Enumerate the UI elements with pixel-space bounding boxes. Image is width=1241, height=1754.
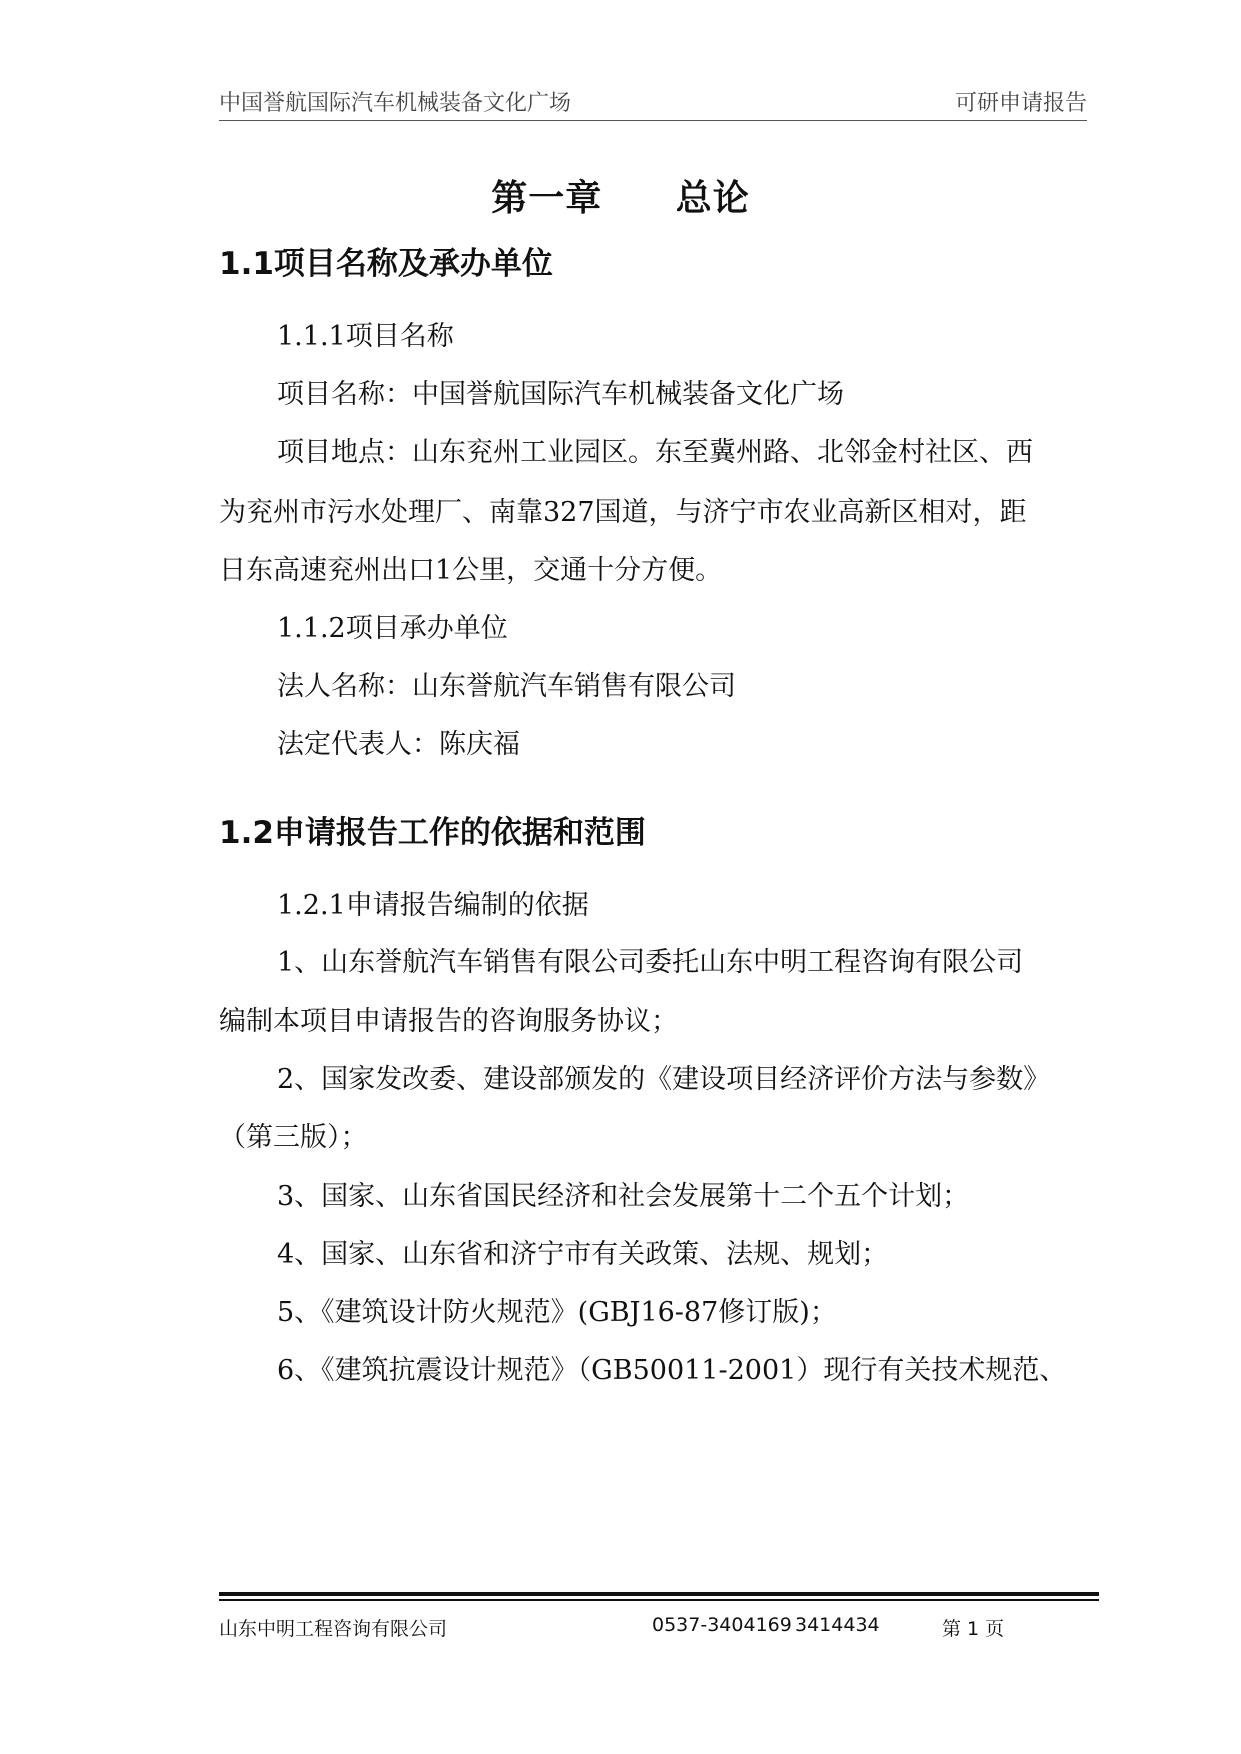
project-location-line-3: 日东高速兖州出口1公里，交通十分方便。 (219, 555, 723, 586)
project-location-line-1: 项目地点：山东兖州工业园区。东至冀州路、北邻金村社区、西 (277, 437, 1033, 468)
footer-phone-2: 3414434 (795, 1614, 880, 1636)
project-name-line: 项目名称：中国誉航国际汽车机械装备文化广场 (277, 379, 844, 410)
subsection-heading-1-1-1: 1.1.1项目名称 (277, 321, 454, 352)
subsection-heading-1-2-1: 1.2.1申请报告编制的依据 (277, 890, 589, 921)
footer-page-number: 第 1 页 (942, 1618, 1005, 1640)
subsection-heading-1-1-2: 1.1.2项目承办单位 (277, 613, 508, 644)
footer-company: 山东中明工程咨询有限公司 (219, 1618, 448, 1640)
chapter-title: 第一章 总论 (491, 178, 750, 219)
header-document-title: 中国誉航国际汽车机械装备文化广场 (219, 91, 572, 116)
basis-item-2-line-2: （第三版）； (219, 1122, 368, 1153)
basis-item-5: 5、《建筑设计防火规范》(GBJ16-87修订版)； (277, 1297, 837, 1328)
section-heading-1-1: 1.1项目名称及承办单位 (219, 246, 553, 282)
legal-entity-line: 法人名称：山东誉航汽车销售有限公司 (277, 671, 736, 702)
basis-item-2-line-1: 2、国家发改委、建设部颁发的《建设项目经济评价方法与参数》 (277, 1064, 1051, 1095)
basis-item-4: 4、国家、山东省和济宁市有关政策、法规、规划； (277, 1239, 889, 1270)
project-location-line-2: 为兖州市污水处理厂、南靠327国道，与济宁市农业高新区相对，距 (219, 497, 1027, 528)
basis-item-3: 3、国家、山东省国民经济和社会发展第十二个五个计划； (277, 1181, 970, 1212)
page-header (219, 84, 1087, 121)
section-heading-1-2: 1.2申请报告工作的依据和范围 (219, 815, 646, 851)
basis-item-1-line-2: 编制本项目申请报告的咨询服务协议； (219, 1006, 678, 1037)
basis-item-1-line-1: 1、山东誉航汽车销售有限公司委托山东中明工程咨询有限公司 (277, 947, 1024, 978)
legal-representative-line: 法定代表人：陈庆福 (277, 729, 520, 760)
footer-phone-1: 0537-3404169 (652, 1614, 792, 1636)
basis-item-6: 6、《建筑抗震设计规范》（GB50011-2001）现行有关技术规范、 (277, 1355, 1067, 1386)
footer-rule-thick (219, 1592, 1099, 1596)
footer-rule-thin (219, 1599, 1099, 1601)
header-report-type: 可研申请报告 (954, 91, 1087, 116)
